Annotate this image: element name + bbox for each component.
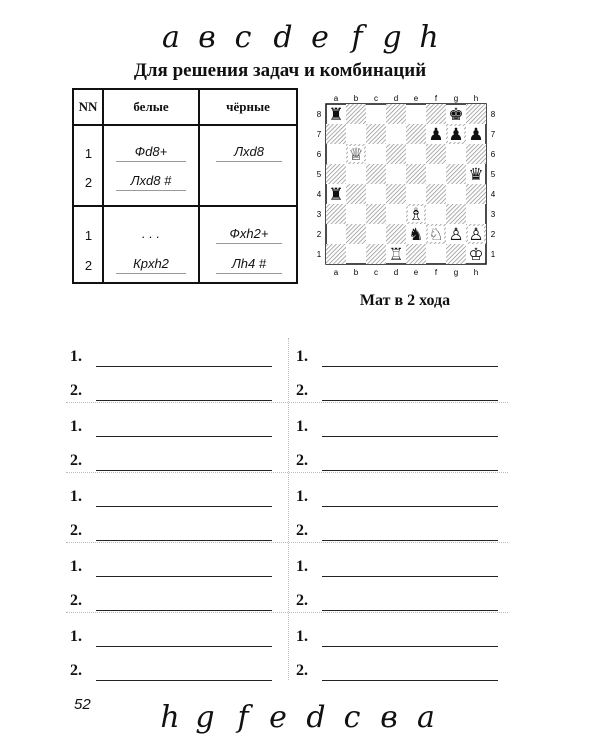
table-divider: [74, 205, 296, 207]
answer-line[interactable]: [322, 646, 498, 647]
file-coordinate: c: [374, 94, 378, 103]
dark-square: [346, 224, 366, 244]
answer-number: 1.: [70, 348, 82, 365]
move-number: 1: [84, 228, 93, 243]
black-pawn-icon: ♟: [468, 125, 484, 145]
file-coordinate: e: [413, 268, 419, 277]
file-letter: d: [306, 700, 326, 735]
black-pawn-icon: ♟: [448, 125, 464, 145]
rank-coordinate: 8: [316, 110, 322, 119]
dark-square: [406, 164, 426, 184]
move-number: 2: [84, 258, 93, 273]
answer-number: 1.: [296, 628, 308, 645]
answer-line[interactable]: [322, 540, 498, 541]
rank-coordinate: 6: [490, 150, 496, 159]
header-nn: NN: [78, 99, 98, 114]
dark-square: [326, 124, 346, 144]
file-coordinate: a: [333, 94, 339, 103]
answer-line[interactable]: [322, 610, 498, 611]
file-coordinate: g: [453, 268, 459, 277]
white-bishop-icon: ♗: [408, 205, 424, 225]
file-letter: в: [198, 20, 216, 55]
rank-coordinate: 7: [490, 130, 496, 139]
file-coordinate: c: [374, 268, 378, 277]
answer-number: 2.: [296, 592, 308, 609]
dark-square: [466, 144, 486, 164]
rank-coordinate: 2: [316, 230, 322, 239]
dark-square: [446, 164, 466, 184]
answer-number: 2.: [70, 522, 82, 539]
top-file-letters: [0, 20, 600, 60]
black-move: Лxd8: [216, 143, 282, 162]
dark-square: [366, 244, 386, 264]
file-coordinate: d: [393, 94, 399, 103]
answer-line[interactable]: [96, 680, 272, 681]
rank-coordinate: 5: [316, 170, 322, 179]
file-letter: c: [343, 700, 361, 735]
dark-square: [466, 104, 486, 124]
black-king-icon: ♚: [448, 105, 464, 125]
chess-diagram: [314, 92, 499, 277]
column-divider: [288, 338, 289, 680]
file-coordinate: b: [353, 94, 359, 103]
answer-line[interactable]: [96, 576, 272, 577]
black-knight-icon: ♘: [428, 225, 444, 245]
file-letter: f: [237, 700, 249, 735]
file-letter: g: [195, 700, 215, 735]
answer-number: 1.: [296, 558, 308, 575]
file-letter: a: [417, 700, 435, 735]
dark-square: [346, 104, 366, 124]
file-letter: f: [351, 20, 363, 55]
answer-number: 2.: [296, 382, 308, 399]
dark-square: [446, 204, 466, 224]
answer-number: 2.: [296, 662, 308, 679]
block-divider: [66, 472, 508, 473]
table-divider: [198, 90, 200, 282]
rank-coordinate: 5: [490, 170, 496, 179]
answer-line[interactable]: [96, 610, 272, 611]
move-number: 2: [84, 175, 93, 190]
dark-square: [426, 144, 446, 164]
dark-square: [386, 144, 406, 164]
answer-line[interactable]: [96, 400, 272, 401]
white-pawn-icon: ♙: [468, 225, 484, 245]
page-number: 52: [74, 696, 91, 713]
answer-number: 1.: [296, 348, 308, 365]
answer-line[interactable]: [96, 436, 272, 437]
black-rook-icon: ♜: [328, 185, 344, 205]
file-coordinate: a: [333, 268, 339, 277]
answer-line[interactable]: [322, 436, 498, 437]
file-coordinate: g: [453, 94, 459, 103]
file-letter: в: [380, 700, 398, 735]
header-white: белые: [133, 99, 169, 114]
file-coordinate: f: [434, 94, 438, 103]
answer-number: 1.: [296, 418, 308, 435]
answer-number: 2.: [70, 382, 82, 399]
answer-line[interactable]: [96, 540, 272, 541]
answer-number: 1.: [296, 488, 308, 505]
dark-square: [426, 184, 446, 204]
dark-square: [406, 244, 426, 264]
rank-coordinate: 4: [490, 190, 496, 199]
header-black: чёрные: [226, 99, 270, 114]
chess-board: [314, 92, 499, 277]
block-divider: [66, 612, 508, 613]
block-divider: [66, 402, 508, 403]
black-move: Лh4 #: [216, 255, 282, 274]
answer-number: 2.: [70, 452, 82, 469]
solution-grid: [66, 338, 508, 680]
answer-line[interactable]: [322, 400, 498, 401]
block-divider: [66, 542, 508, 543]
file-coordinate: h: [473, 94, 479, 103]
bottom-file-letters: [0, 700, 600, 740]
file-letter: d: [273, 20, 293, 55]
dark-square: [346, 184, 366, 204]
white-pawn-icon: ♙: [448, 225, 464, 245]
rank-coordinate: 2: [490, 230, 496, 239]
dark-square: [446, 244, 466, 264]
file-letter: a: [162, 20, 180, 55]
answer-line[interactable]: [322, 366, 498, 367]
white-move: Крxh2: [116, 255, 186, 274]
answer-line[interactable]: [96, 366, 272, 367]
answer-number: 2.: [70, 592, 82, 609]
file-letter: h: [419, 20, 439, 55]
dark-square: [326, 164, 346, 184]
table-divider: [74, 124, 296, 126]
dark-square: [366, 164, 386, 184]
black-queen-icon: ♛: [468, 165, 484, 185]
dark-square: [326, 204, 346, 224]
white-king-icon: ♔: [468, 245, 484, 265]
answer-number: 2.: [296, 452, 308, 469]
file-letter: e: [269, 700, 287, 735]
black-knight-icon: ♞: [408, 225, 424, 245]
answer-number: 1.: [70, 488, 82, 505]
answer-line[interactable]: [96, 506, 272, 507]
file-coordinate: h: [473, 268, 479, 277]
answer-line[interactable]: [322, 506, 498, 507]
file-coordinate: e: [413, 94, 419, 103]
answer-line[interactable]: [322, 470, 498, 471]
dark-square: [326, 244, 346, 264]
rank-coordinate: 4: [316, 190, 322, 199]
rank-coordinate: 7: [316, 130, 322, 139]
rank-coordinate: 8: [490, 110, 496, 119]
dark-square: [406, 124, 426, 144]
answer-number: 1.: [70, 558, 82, 575]
dark-square: [366, 124, 386, 144]
notation-table: [72, 88, 298, 284]
white-move: Лxd8 #: [116, 172, 186, 191]
file-coordinate: b: [353, 268, 359, 277]
file-letter: g: [382, 20, 402, 55]
white-queen-icon: ♕: [348, 145, 364, 165]
answer-line[interactable]: [96, 646, 272, 647]
dark-square: [466, 184, 486, 204]
answer-line[interactable]: [322, 576, 498, 577]
white-move: Фd8+: [116, 143, 186, 162]
dark-square: [386, 104, 406, 124]
answer-line[interactable]: [96, 470, 272, 471]
board-caption: Мат в 2 хода: [359, 292, 451, 309]
white-rook-icon: ♖: [388, 245, 404, 265]
answer-number: 1.: [70, 418, 82, 435]
black-pawn-icon: ♟: [428, 125, 444, 145]
rank-coordinate: 3: [316, 210, 322, 219]
file-letter: c: [234, 20, 252, 55]
dark-square: [386, 224, 406, 244]
white-move: . . .: [141, 226, 161, 241]
black-move: Фxh2+: [216, 225, 282, 244]
dark-square: [426, 104, 446, 124]
dark-square: [366, 204, 386, 224]
file-coordinate: d: [393, 268, 399, 277]
answer-line[interactable]: [322, 680, 498, 681]
rank-coordinate: 1: [490, 250, 496, 259]
file-letter: e: [311, 20, 329, 55]
answer-number: 2.: [70, 662, 82, 679]
answer-number: 2.: [296, 522, 308, 539]
page-title: Для решения задач и комбинаций: [133, 60, 427, 81]
file-letter: h: [160, 700, 180, 735]
rank-coordinate: 1: [316, 250, 322, 259]
file-coordinate: f: [434, 268, 438, 277]
move-number: 1: [84, 146, 93, 161]
rank-coordinate: 6: [316, 150, 322, 159]
rank-coordinate: 3: [490, 210, 496, 219]
answer-number: 1.: [70, 628, 82, 645]
dark-square: [386, 184, 406, 204]
black-rook-icon: ♜: [328, 105, 344, 125]
